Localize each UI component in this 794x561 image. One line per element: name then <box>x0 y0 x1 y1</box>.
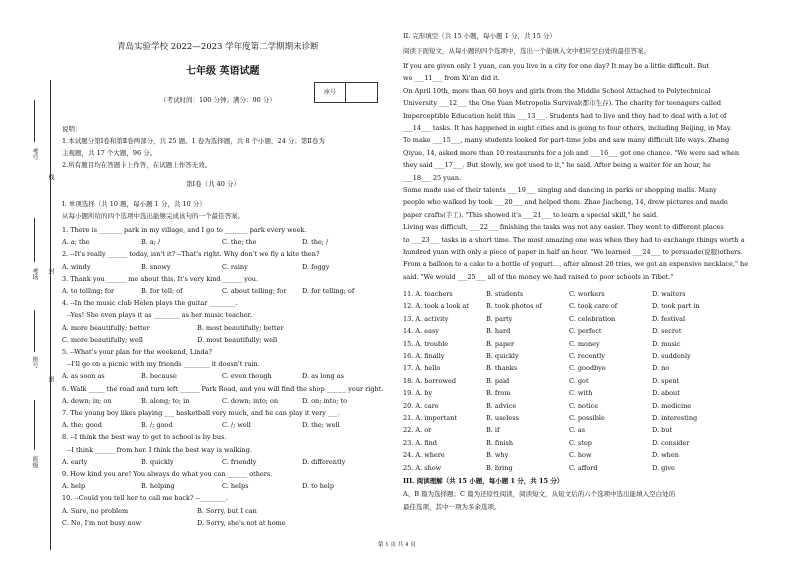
answer-option[interactable]: D. for telling; of <box>302 287 355 295</box>
binding-seal-char: 封 <box>47 268 54 274</box>
question-stem: 3. Thank you ______ me about this. It's very kind ______ you. <box>62 274 259 283</box>
cloze-option[interactable]: D. music <box>652 339 681 348</box>
section3-desc: 最佳选项，其中一项为多余选项。 <box>403 503 501 511</box>
class-label: 班级 <box>31 456 38 468</box>
instruction-line: 主观题，共 17 个大题，96 分。 <box>62 149 157 157</box>
passage-line: Qiyue, 14, asked more than 10 restaurants for a job and ___16___ got one chance. "We were sad when <box>403 148 740 157</box>
cloze-option[interactable]: B. finish <box>486 438 514 447</box>
answer-option[interactable]: C. friendly <box>222 457 257 466</box>
answer-option[interactable]: D. most beautifully; well <box>197 335 278 344</box>
school-title: 青岛实验学校 2022—2023 学年度第二学期期末诊断 <box>117 42 319 52</box>
class-blank <box>34 400 35 450</box>
cloze-option[interactable]: C. goodbye <box>569 364 606 373</box>
cloze-option[interactable]: C. celebration <box>569 314 616 323</box>
answer-option[interactable]: A. early <box>62 457 88 466</box>
question-stem: 5. --What's your plan for the weekend, Linda? <box>62 348 212 356</box>
question-stem: 6. Walk _____ the road and turn left ______ Park Road, and you will find the shop ______ your right. <box>62 384 384 393</box>
section2-title: II. 完形填空（共 15 小题，每小题 1 分，共 15 分） <box>403 32 556 40</box>
cloze-option[interactable]: 14. A. easy <box>403 327 439 336</box>
passage-line: Imperceptible Education held this ___13___. Students had to live and they had to deal with a lot of <box>403 111 727 120</box>
cloze-option[interactable]: B. paper <box>486 339 515 348</box>
cloze-option[interactable]: D. suddenly <box>652 352 691 360</box>
cloze-option[interactable]: B. party <box>486 314 513 323</box>
section3-title: III. 阅读理解（共 15 小题，每小题 1 分，共 15 分） <box>403 477 564 485</box>
question-stem-line2: --I think ______ from her. I think the best way is walking. <box>67 445 252 454</box>
cloze-option[interactable]: C. how <box>569 451 592 460</box>
exam-time-score: （考试时间：100 分钟；满分：90 分） <box>160 96 276 104</box>
cloze-option[interactable]: B. if <box>486 426 500 435</box>
cloze-option[interactable]: D. secret <box>652 327 682 336</box>
cloze-option[interactable]: 18. A. borrowed <box>403 376 457 385</box>
cloze-option[interactable]: D. give <box>652 463 675 472</box>
answer-option[interactable]: A. windy <box>62 262 91 271</box>
cloze-option[interactable]: 23. A. find <box>403 438 437 447</box>
seat-box <box>314 82 378 103</box>
binding-line-char: 线 <box>47 174 54 180</box>
answer-option[interactable]: C. more beautifully; well <box>62 335 143 344</box>
answer-option[interactable]: D. Sorry, she's not at home <box>197 518 286 527</box>
answer-option[interactable]: C. down; into; on <box>222 396 279 405</box>
page-number: 第 1 页 共 4 页 <box>378 542 416 548</box>
cloze-option[interactable]: D. festival <box>652 314 686 323</box>
cloze-option[interactable]: B. useless <box>486 414 519 422</box>
answer-option[interactable]: B. a; / <box>141 238 161 247</box>
cloze-option[interactable]: D. spent <box>652 376 680 385</box>
passage-line: we ___11___ from Xi'an did it. <box>403 74 500 83</box>
answer-option[interactable]: A. Sure, no problem <box>62 506 129 515</box>
answer-option[interactable]: B. snowy <box>141 262 171 271</box>
cloze-option[interactable]: 19. A. by <box>403 389 433 398</box>
answer-option[interactable]: A. the; good <box>62 421 102 430</box>
cloze-option[interactable]: C. notice <box>569 401 599 410</box>
answer-option[interactable]: B. /; good <box>141 421 173 430</box>
question-stem: 8. --I think the best way to get to school is by bus. <box>62 433 227 442</box>
cloze-option[interactable]: C. stop <box>569 438 592 447</box>
passage-line: said. "We would ___25___ all of the money we had raised to poor schools in Tibet." <box>403 272 674 281</box>
answer-option[interactable]: D. foggy <box>302 262 330 271</box>
passage-line: On April 10th, more than 60 boys and girls from the Middle School Attached to Polytechnical <box>403 86 711 95</box>
seat-number-side-label: 座号 <box>31 356 38 368</box>
answer-option[interactable]: D. on; into; to <box>302 396 348 405</box>
cloze-option[interactable]: B. bring <box>486 463 513 472</box>
cloze-option[interactable]: B. why <box>486 451 509 460</box>
cloze-option[interactable]: 12. A. took a look at <box>403 302 470 311</box>
answer-option[interactable]: C. helps <box>222 482 249 491</box>
exam-room-blank <box>34 218 35 262</box>
seat-label: 座号 <box>315 83 346 102</box>
binding-line <box>50 80 51 550</box>
instructions-heading: 说明： <box>62 125 82 133</box>
question-stem: 2. --It's really ______ today, isn't it? --That's right. Why don't we fly a kite then? <box>62 250 320 259</box>
cloze-option[interactable]: D. took part in <box>652 302 700 311</box>
answer-option[interactable]: B. Sorry, but I can <box>197 506 257 515</box>
answer-option[interactable]: A. help <box>62 482 86 491</box>
exam-number-label: 考号 <box>31 148 38 160</box>
question-stem-line2: --I'll go on a picnic with my friends ________ it doesn't rain. <box>67 360 260 369</box>
cloze-option[interactable]: B. paid <box>486 376 510 385</box>
section2-desc: 阅读下面短文，从每小题的四个选项中，选出一个能填入文中相应空白处的最佳答案。 <box>403 47 650 55</box>
section1-title: I. 单项选择（共 10 题，每小题 1 分，共 10 分） <box>62 200 206 208</box>
answer-option[interactable]: D. as long as <box>302 372 345 381</box>
cloze-option[interactable]: D. consider <box>652 438 690 447</box>
cloze-option[interactable]: C. possible <box>569 414 605 422</box>
answer-option[interactable]: D. to help <box>302 482 334 491</box>
passage-line: To make ___15___, many students looked for part-time jobs and saw many difficult life ways. Zhang <box>403 136 730 145</box>
passage-line: ___18___ 25 yuan. <box>403 173 462 182</box>
cloze-option[interactable]: 20. A. care <box>403 401 439 410</box>
cloze-option[interactable]: C. perfect <box>569 327 602 336</box>
passage-line: Living was difficult, ___22___ finishing the tasks was not any easier. They went to different places <box>403 223 724 232</box>
cloze-option[interactable]: B. quickly <box>486 352 519 360</box>
passage-line: Some made use of their talents ___19___ singing and dancing in parks or shopping malls. Many <box>403 186 717 194</box>
subject-title: 七年级 英语试题 <box>186 66 260 77</box>
cloze-option[interactable]: C. with <box>569 389 593 398</box>
cloze-option[interactable]: 11. A. teachers <box>403 290 453 298</box>
answer-option[interactable]: A. as soon as <box>62 372 105 381</box>
exam-room-label: 考场 <box>31 268 38 280</box>
cloze-option[interactable]: 24. A. where <box>403 451 445 460</box>
cloze-option[interactable]: D. about <box>652 389 680 398</box>
cloze-option[interactable]: D. when <box>652 451 679 460</box>
answer-option[interactable]: C. the; the <box>222 238 257 247</box>
cloze-option[interactable]: 15. A. trouble <box>403 339 449 348</box>
exam-number-blank <box>34 100 35 142</box>
cloze-option[interactable]: D. medicine <box>652 401 692 410</box>
answer-option[interactable]: D. the; / <box>302 238 329 247</box>
answer-option[interactable]: C. even though <box>222 372 272 381</box>
cloze-option[interactable]: 25. A. show <box>403 463 442 472</box>
passage-line: University ___12___ the One Yuan Metropolis Survival(都市生存). The charity for teenagers called <box>403 99 721 108</box>
cloze-option[interactable]: D. but <box>652 426 673 435</box>
cloze-option[interactable]: 17. A. hello <box>403 364 441 373</box>
cloze-option[interactable]: B. hard <box>486 327 511 336</box>
section1-desc: 从每小题所给的四个选项中选出能够完成该句的一个最佳答案。 <box>62 212 244 220</box>
answer-option[interactable]: C. No, I'm not busy now <box>62 518 142 527</box>
cloze-option[interactable]: C. money <box>569 339 600 348</box>
part1-title: 第Ⅰ卷（共 40 分） <box>186 180 240 188</box>
passage-line: If you are given only 1 yuan, can you live in a city for one day? It may be a little difficult. But <box>403 62 709 70</box>
answer-option[interactable]: C. /; well <box>222 421 251 430</box>
seat-input[interactable] <box>346 83 377 102</box>
cloze-option[interactable]: 21. A. important <box>403 414 457 422</box>
answer-option[interactable]: A. down; in; on <box>62 396 112 405</box>
cloze-option[interactable]: D. interesting <box>652 414 698 422</box>
passage-line: to ___23___ tasks in a short time. The most amazing one was when they had to exchange things worth a <box>403 235 745 244</box>
passage-line: people who walked by took ___20___ and helped them. Zhao Jiacheng, 14, drew pictures and made <box>403 198 728 207</box>
question-stem: 1. There is _______ park in my village, and I go to _______ park every week. <box>62 226 307 234</box>
answer-option[interactable]: A. a; the <box>62 238 90 247</box>
cloze-option[interactable]: C. got <box>569 376 589 385</box>
answer-option[interactable]: B. quickly <box>141 457 174 466</box>
answer-option[interactable]: A. to telling; for <box>62 287 115 295</box>
cloze-option[interactable]: B. advice <box>486 401 517 410</box>
cloze-option[interactable]: B. from <box>486 389 511 398</box>
section3-desc: A、B 篇为选择题；C 篇为还原性阅读，阅读短文，从短文后的六个选项中选出能填入空白处的 <box>403 490 676 498</box>
instruction-line: 1.本试题分第Ⅰ卷和第Ⅱ卷两部分，共 25 题。1 卷为选择题，共 8 个小题，24 分；第Ⅱ卷为 <box>62 137 325 145</box>
question-stem-line2: --Yes! She even plays it as ________ as her music teacher. <box>67 311 253 320</box>
instruction-line: 2.所有题目均在答题卡上作答，在试题上作答无效。 <box>62 161 212 169</box>
passage-line: ___14___ tasks. It has happened in eight cities and is going to four others, including Beijing, in May. <box>403 124 732 132</box>
cloze-option[interactable]: C. recently <box>569 352 605 360</box>
cloze-option[interactable]: D. waiters <box>652 290 686 298</box>
cloze-option[interactable]: C. afford <box>569 463 598 472</box>
passage-line: paper crafts(手工). "This showed it's ___21___ to learn a special skill," he said. <box>403 210 659 219</box>
seat-number-blank <box>34 310 35 352</box>
question-stem: 9. How kind you are! You always do what you can ______ others. <box>62 470 273 478</box>
question-stem: 10. --Could you tell her to call me back? --________. <box>62 494 228 503</box>
passage-line: they said ___17___. But slowly, we got used to it," he said. After being a waiter for an hour, he <box>403 161 711 170</box>
cloze-option[interactable]: B. thanks <box>486 364 518 373</box>
question-stem: 7. The young boy likes playing ___ basketball very much, and he can play it very ___. <box>62 409 340 417</box>
answer-option[interactable]: D. the; well <box>302 421 340 430</box>
cloze-option[interactable]: 16. A. finally <box>403 352 445 360</box>
cloze-option[interactable]: B. took photos of <box>486 302 542 311</box>
answer-option[interactable]: A. more beautifully; better <box>62 323 150 332</box>
cloze-option[interactable]: D. no <box>652 364 670 373</box>
cloze-option[interactable]: B. students <box>486 290 524 298</box>
question-stem: 4. --In the music club Helen plays the guitar ________. <box>62 299 238 308</box>
answer-option[interactable]: B. for tell; of <box>141 287 183 295</box>
cloze-option[interactable]: C. took care of <box>569 302 618 311</box>
passage-line: hundred yuan with only a piece of paper in half an hour. "We learned ___24___ to persuade(说服)others. <box>403 248 743 256</box>
answer-option[interactable]: B. because <box>141 372 177 381</box>
answer-option[interactable]: B. along; to; in <box>141 396 190 405</box>
answer-option[interactable]: C. rainy <box>222 262 248 271</box>
passage-line: From a balloon to a cake to a bottle of yogurt…, after almost 20 tries, we got an expensive necklace," he <box>403 260 749 269</box>
answer-option[interactable]: D. differently <box>302 457 346 466</box>
binding-secret-char: 密 <box>47 376 54 382</box>
cloze-option[interactable]: 22. A. or <box>403 426 432 435</box>
answer-option[interactable]: B. helping <box>141 482 175 491</box>
cloze-option[interactable]: 13. A. activity <box>403 314 449 323</box>
cloze-option[interactable]: C. workers <box>569 290 605 298</box>
cloze-option[interactable]: C. as <box>569 426 586 435</box>
answer-option[interactable]: B. most beautifully; better <box>197 323 284 332</box>
answer-option[interactable]: C. about telling; for <box>222 287 287 295</box>
